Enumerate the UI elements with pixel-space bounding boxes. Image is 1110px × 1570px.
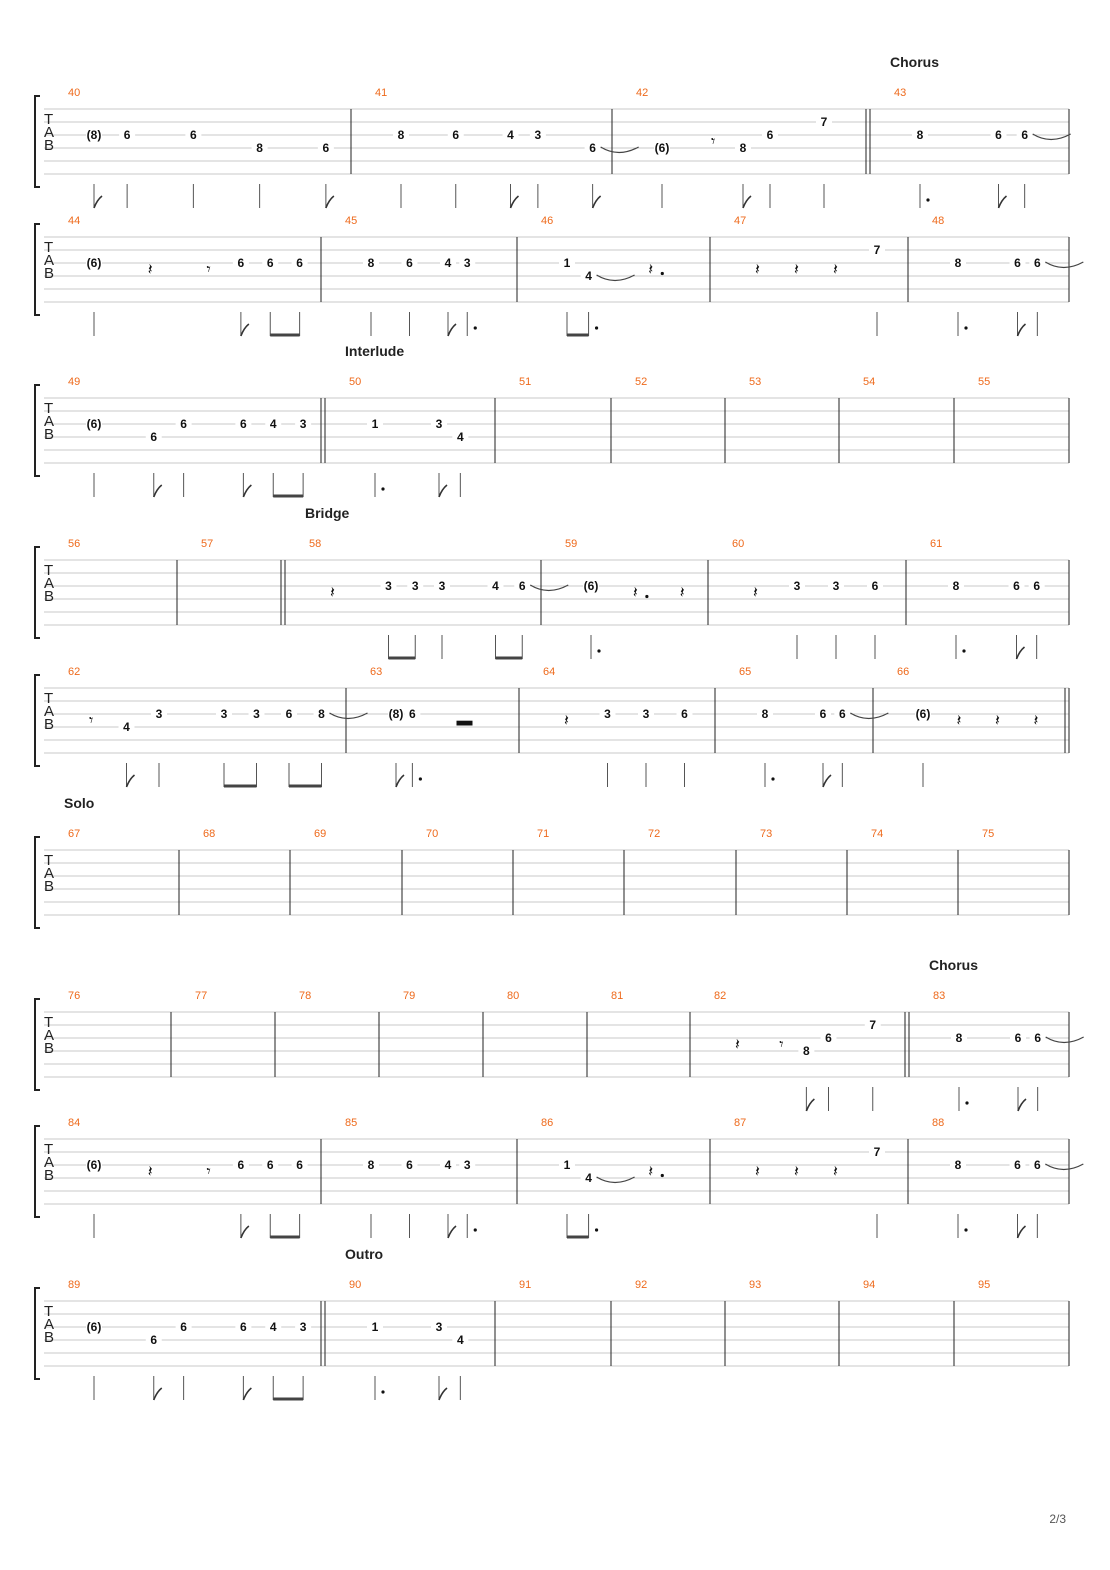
measure-number: 75 — [982, 828, 995, 840]
fret-number: 6 — [838, 707, 846, 721]
fret-number: 7 — [873, 243, 881, 257]
fret-number: 1 — [371, 417, 379, 431]
fret-number: 4 — [123, 720, 130, 734]
fret-number: 8 — [739, 141, 747, 155]
fret-number: 6 — [1033, 579, 1041, 593]
measure-number: 78 — [299, 990, 312, 1002]
fret-number: (6) — [86, 256, 102, 270]
rest-symbol: 𝄽 — [833, 1163, 838, 1181]
tab-clef-letter: B — [44, 1167, 55, 1184]
fret-number: 6 — [1034, 1031, 1042, 1045]
measure-number: 95 — [978, 1279, 991, 1291]
tab-clef-letter: T — [44, 111, 54, 128]
fret-number: (8) — [388, 707, 404, 721]
fret-number: (6) — [86, 1158, 102, 1172]
measure-number: 94 — [863, 1279, 876, 1291]
tab-clef-letter: A — [44, 1154, 55, 1171]
fret-number: 6 — [766, 128, 774, 142]
dot — [595, 326, 598, 329]
fret-number: 3 — [604, 707, 611, 721]
eighth-flag — [243, 1388, 251, 1400]
section-label: Solo — [64, 795, 95, 811]
measure-number: 56 — [68, 538, 81, 550]
fret-number: 6 — [819, 707, 827, 721]
eighth-flag — [154, 485, 162, 497]
measure-number: 48 — [932, 215, 945, 227]
dot — [381, 487, 384, 490]
fret-number: 4 — [456, 430, 464, 444]
rest-symbol: 𝄽 — [564, 712, 569, 730]
tab-system — [35, 505, 1069, 659]
fret-number: 3 — [411, 579, 419, 593]
fret-number: 6 — [240, 417, 247, 431]
fret-number: 4 — [585, 1171, 592, 1185]
fret-number: 3 — [463, 256, 471, 270]
fret-number: 8 — [954, 1158, 962, 1172]
eighth-flag — [1018, 1099, 1026, 1111]
eighth-flag — [154, 1388, 162, 1400]
fret-number: 8 — [916, 128, 924, 142]
measure-number: 41 — [375, 87, 388, 99]
fret-number: 6 — [296, 1158, 303, 1172]
measure-number: 59 — [565, 538, 578, 550]
eighth-flag — [1018, 1226, 1026, 1238]
rest-symbol: 𝄾 — [711, 133, 716, 151]
fret-number: 3 — [438, 579, 446, 593]
section-label: Bridge — [305, 505, 350, 521]
fret-number: 6 — [406, 256, 413, 270]
fret-number: 6 — [1033, 256, 1041, 270]
measure-number: 76 — [68, 990, 81, 1002]
fret-number: 8 — [761, 707, 769, 721]
measure-number: 92 — [635, 1279, 648, 1291]
tab-clef-letter: B — [44, 878, 55, 895]
rest-symbol: 𝄽 — [735, 1036, 740, 1054]
eighth-flag — [241, 1226, 249, 1238]
measure-number: 66 — [897, 666, 910, 678]
rest-symbol: 𝄽 — [794, 1163, 799, 1181]
measure-number: 86 — [541, 1117, 554, 1129]
measure-number: 70 — [426, 828, 439, 840]
rest-symbol: 𝄽 — [755, 1163, 760, 1181]
measure-number: 49 — [68, 376, 81, 388]
fret-number: 3 — [253, 707, 260, 721]
rest-symbol: 𝄽 — [753, 584, 758, 602]
rest-symbol: 𝄽 — [755, 261, 760, 279]
fret-number: 6 — [296, 256, 303, 270]
measure-number: 55 — [978, 376, 991, 388]
fret-number: 8 — [952, 579, 960, 593]
rest-symbol: 𝄽 — [1033, 712, 1039, 730]
tab-clef-letter: B — [44, 265, 55, 282]
rest-symbol: 𝄾 — [89, 712, 94, 730]
fret-number: 8 — [955, 1031, 963, 1045]
fret-number: 7 — [820, 115, 828, 129]
fret-number: 6 — [285, 707, 293, 721]
tab-system — [35, 54, 1071, 208]
measure-number: 63 — [370, 666, 383, 678]
rest-symbol: 𝄽 — [648, 1163, 654, 1181]
measure-number: 50 — [349, 376, 362, 388]
fret-number: 3 — [793, 579, 801, 593]
dot — [661, 1174, 664, 1177]
rest-symbol: ▬ — [456, 712, 473, 730]
eighth-flag — [806, 1099, 814, 1111]
dot — [965, 1101, 968, 1104]
measure-number: 71 — [537, 828, 550, 840]
measure-number: 87 — [734, 1117, 747, 1129]
rest-symbol: 𝄽 — [330, 584, 335, 602]
eighth-flag — [511, 196, 519, 208]
tab-clef-letter: T — [44, 1141, 54, 1158]
measure-number: 83 — [933, 990, 946, 1002]
fret-number: 4 — [444, 1158, 452, 1172]
fret-number: 6 — [322, 141, 330, 155]
dot — [661, 272, 664, 275]
fret-number: 3 — [435, 417, 443, 431]
fret-number: 6 — [518, 579, 526, 593]
fret-number: 8 — [954, 256, 962, 270]
rest-symbol: 𝄽 — [147, 261, 153, 279]
fret-number: 3 — [299, 417, 307, 431]
fret-number: 6 — [995, 128, 1002, 142]
section-label: Interlude — [345, 343, 405, 359]
measure-number: 42 — [636, 87, 649, 99]
fret-number: 8 — [367, 256, 375, 270]
measure-number: 61 — [930, 538, 943, 550]
tab-clef-letter: A — [44, 1316, 55, 1333]
fret-number: 6 — [180, 417, 187, 431]
fret-number: 3 — [155, 707, 163, 721]
fret-number: 6 — [1014, 1031, 1022, 1045]
measure-number: 58 — [309, 538, 322, 550]
fret-number: 6 — [180, 1320, 187, 1334]
tab-clef-letter: A — [44, 1027, 55, 1044]
tab-clef-letter: T — [44, 562, 54, 579]
rest-symbol: 𝄽 — [956, 712, 962, 730]
eighth-flag — [396, 775, 404, 787]
fret-number: 6 — [266, 1158, 274, 1172]
tab-clef-letter: A — [44, 252, 55, 269]
rest-symbol: 𝄽 — [147, 1163, 153, 1181]
fret-number: (6) — [654, 141, 670, 155]
fret-number: 6 — [150, 1333, 158, 1347]
measure-number: 44 — [68, 215, 81, 227]
fret-number: (8) — [86, 128, 102, 142]
tab-clef-letter: A — [44, 865, 55, 882]
measure-number: 53 — [749, 376, 762, 388]
system-bracket — [35, 547, 40, 638]
system-bracket — [35, 224, 40, 315]
tab-clef-letter: A — [44, 124, 55, 141]
rest-symbol: 𝄾 — [206, 261, 211, 279]
rest-symbol: 𝄽 — [794, 261, 799, 279]
tab-system — [35, 1117, 1083, 1238]
fret-number: 1 — [371, 1320, 379, 1334]
measure-number: 91 — [519, 1279, 532, 1291]
measure-number: 40 — [68, 87, 81, 99]
tab-system — [35, 343, 1069, 497]
fret-number: 8 — [803, 1044, 810, 1058]
eighth-flag — [241, 324, 249, 336]
tab-system — [35, 666, 1069, 787]
dot — [381, 1390, 384, 1393]
eighth-flag — [448, 1226, 456, 1238]
fret-number: 1 — [563, 1158, 571, 1172]
measure-number: 62 — [68, 666, 81, 678]
measure-number: 47 — [734, 215, 747, 227]
fret-number: (6) — [86, 1320, 102, 1334]
eighth-flag — [1018, 324, 1026, 336]
measure-number: 67 — [68, 828, 81, 840]
fret-number: 6 — [409, 707, 416, 721]
measure-number: 51 — [519, 376, 532, 388]
system-bracket — [35, 1288, 40, 1379]
system-bracket — [35, 96, 40, 187]
tab-clef-letter: A — [44, 413, 55, 430]
fret-number: 3 — [463, 1158, 471, 1172]
eighth-flag — [823, 775, 831, 787]
measure-number: 93 — [749, 1279, 762, 1291]
fret-number: (6) — [86, 417, 102, 431]
fret-number: 3 — [299, 1320, 307, 1334]
tab-clef-letter: T — [44, 239, 54, 256]
fret-number: 6 — [266, 256, 274, 270]
rest-symbol: 𝄽 — [995, 712, 1000, 730]
page-number: 2/3 — [1049, 1512, 1066, 1526]
section-label: Chorus — [929, 957, 978, 973]
tab-system — [35, 1246, 1069, 1400]
rest-symbol: 𝄾 — [779, 1036, 784, 1054]
tab-clef-letter: B — [44, 137, 55, 154]
dot — [771, 777, 774, 780]
fret-number: 3 — [220, 707, 228, 721]
rest-symbol: 𝄽 — [833, 261, 838, 279]
system-bracket — [35, 999, 40, 1090]
system-bracket — [35, 837, 40, 928]
measure-number: 79 — [403, 990, 416, 1002]
dot — [926, 198, 929, 201]
fret-number: 1 — [563, 256, 571, 270]
system-bracket — [35, 1126, 40, 1217]
fret-number: 8 — [256, 141, 263, 155]
rest-symbol: 𝄽 — [632, 584, 638, 602]
dot — [474, 1228, 477, 1231]
rest-symbol: 𝄽 — [648, 261, 654, 279]
eighth-flag — [94, 196, 102, 208]
measure-number: 77 — [195, 990, 208, 1002]
tab-clef-letter: T — [44, 1014, 54, 1031]
fret-number: 4 — [269, 1320, 277, 1334]
tab-clef-letter: B — [44, 426, 55, 443]
measure-number: 57 — [201, 538, 214, 550]
fret-number: (6) — [583, 579, 599, 593]
measure-number: 64 — [543, 666, 556, 678]
measure-number: 88 — [932, 1117, 945, 1129]
fret-number: 6 — [1014, 256, 1021, 270]
tab-clef-letter: B — [44, 588, 55, 605]
fret-number: 6 — [240, 1320, 247, 1334]
dot — [595, 1228, 598, 1231]
fret-number: 6 — [1014, 1158, 1021, 1172]
fret-number: 3 — [534, 128, 542, 142]
fret-number: 6 — [1021, 128, 1029, 142]
tab-clef-letter: A — [44, 575, 55, 592]
eighth-flag — [439, 485, 447, 497]
tab-clef-letter: T — [44, 852, 54, 869]
measure-number: 46 — [541, 215, 554, 227]
fret-number: 6 — [589, 141, 596, 155]
fret-number: 6 — [871, 579, 879, 593]
tab-system — [35, 215, 1083, 336]
fret-number: 6 — [681, 707, 688, 721]
measure-number: 52 — [635, 376, 648, 388]
dot — [474, 326, 477, 329]
system-bracket — [35, 675, 40, 766]
fret-number: 7 — [869, 1018, 877, 1032]
fret-number: 4 — [585, 269, 592, 283]
system-bracket — [35, 385, 40, 476]
eighth-flag — [127, 775, 135, 787]
eighth-flag — [326, 196, 334, 208]
tab-clef-letter: A — [44, 703, 55, 720]
fret-number: 3 — [435, 1320, 443, 1334]
fret-number: 6 — [406, 1158, 413, 1172]
tab-system — [35, 795, 1069, 928]
fret-number: 4 — [492, 579, 499, 593]
fret-number: 6 — [237, 256, 245, 270]
dot — [597, 649, 600, 652]
section-label: Chorus — [890, 54, 939, 70]
eighth-flag — [439, 1388, 447, 1400]
eighth-flag — [243, 485, 251, 497]
measure-number: 45 — [345, 215, 358, 227]
eighth-flag — [999, 196, 1007, 208]
eighth-flag — [743, 196, 751, 208]
dot — [645, 595, 648, 598]
measure-number: 90 — [349, 1279, 362, 1291]
fret-number: 3 — [385, 579, 392, 593]
rest-symbol: 𝄽 — [679, 584, 685, 602]
measure-number: 74 — [871, 828, 884, 840]
fret-number: 8 — [367, 1158, 375, 1172]
measure-number: 54 — [863, 376, 876, 388]
measure-number: 72 — [648, 828, 661, 840]
fret-number: 4 — [444, 256, 452, 270]
tab-clef-letter: B — [44, 1040, 55, 1057]
eighth-flag — [593, 196, 601, 208]
fret-number: 6 — [452, 128, 460, 142]
section-label: Outro — [345, 1246, 384, 1262]
measure-number: 43 — [894, 87, 907, 99]
fret-number: 8 — [397, 128, 405, 142]
fret-number: 6 — [825, 1031, 832, 1045]
eighth-flag — [1017, 647, 1025, 659]
measure-number: 80 — [507, 990, 520, 1002]
measure-number: 73 — [760, 828, 773, 840]
measure-number: 81 — [611, 990, 624, 1002]
fret-number: 6 — [150, 430, 158, 444]
fret-number: 4 — [507, 128, 514, 142]
fret-number: 6 — [237, 1158, 245, 1172]
fret-number: 6 — [1033, 1158, 1041, 1172]
fret-number: 6 — [1013, 579, 1020, 593]
fret-number: 6 — [123, 128, 131, 142]
tab-clef-letter: B — [44, 1329, 55, 1346]
dot — [964, 1228, 967, 1231]
measure-number: 69 — [314, 828, 327, 840]
fret-number: 4 — [269, 417, 277, 431]
dot — [964, 326, 967, 329]
measure-number: 85 — [345, 1117, 358, 1129]
fret-number: 6 — [190, 128, 197, 142]
tab-clef-letter: T — [44, 1303, 54, 1320]
measure-number: 60 — [732, 538, 745, 550]
measure-number: 82 — [714, 990, 727, 1002]
eighth-flag — [448, 324, 456, 336]
fret-number: (6) — [915, 707, 931, 721]
measure-number: 65 — [739, 666, 752, 678]
tab-clef-letter: T — [44, 690, 54, 707]
measure-number: 89 — [68, 1279, 81, 1291]
tab-clef-letter: B — [44, 716, 55, 733]
dot — [962, 649, 965, 652]
fret-number: 3 — [832, 579, 840, 593]
fret-number: 3 — [642, 707, 650, 721]
rest-symbol: 𝄾 — [206, 1163, 211, 1181]
fret-number: 7 — [873, 1145, 881, 1159]
measure-number: 84 — [68, 1117, 81, 1129]
tab-clef-letter: T — [44, 400, 54, 417]
measure-number: 68 — [203, 828, 216, 840]
fret-number: 4 — [456, 1333, 464, 1347]
fret-number: 8 — [318, 707, 325, 721]
dot — [419, 777, 422, 780]
tab-system — [35, 957, 1084, 1111]
